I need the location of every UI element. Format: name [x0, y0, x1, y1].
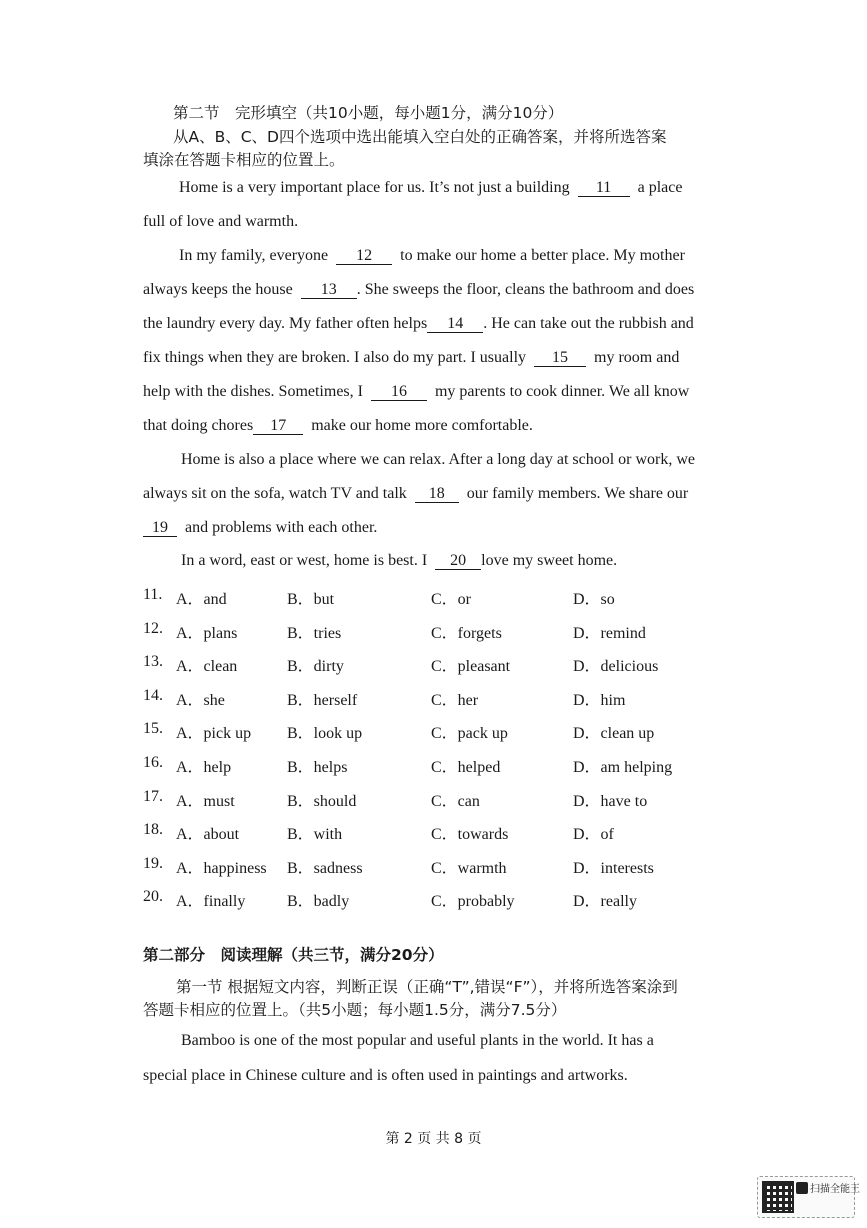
option-b: B．sadness: [287, 859, 363, 877]
question-number: 17.: [143, 787, 163, 805]
option-row: [143, 586, 743, 608]
passage-text: and problems with each other.: [185, 519, 378, 536]
question-number: 11.: [143, 586, 163, 603]
option-b: B．with: [287, 826, 343, 844]
option-d: D．remind: [573, 624, 646, 642]
option-b: B．helps: [287, 759, 348, 776]
blank-13: 13: [301, 282, 357, 299]
passage-text: fix things when they are broken. I also do my part. I usually: [143, 349, 527, 366]
option-d: D．him: [573, 691, 626, 709]
passage-text: . He can take out the rubbish and: [483, 315, 694, 332]
section-title: 第二节 完形填空（共10小题，每小题1分，满分10分）: [173, 104, 564, 122]
option-c: C．her: [431, 691, 479, 709]
question-number: 13.: [143, 653, 163, 671]
option-d: D．am helping: [573, 759, 673, 776]
option-c: C．probably: [431, 893, 515, 911]
blank-11: 11: [578, 180, 630, 197]
part2-title: 第二部分 阅读理解（共三节，满分20分）: [143, 946, 444, 964]
passage-text: our family members. We share our: [466, 485, 689, 502]
passage-line: [143, 348, 679, 368]
passage-text: my parents to cook dinner. We all know: [434, 383, 690, 400]
passage-text: a place: [637, 179, 683, 196]
passage-text: Home is a very important place for us. It’s not just a building: [179, 179, 570, 196]
passage-text: my room and: [594, 349, 680, 366]
option-a: A．happiness: [176, 859, 267, 877]
option-a: A．she: [176, 691, 225, 709]
option-a: A．and: [176, 591, 227, 608]
option-c: C．can: [431, 792, 480, 810]
passage-text: . She sweeps the floor, cleans the bathroom and does: [356, 281, 695, 298]
option-c: C．or: [431, 591, 472, 608]
option-d: D．so: [573, 591, 615, 608]
option-c: C．pleasant: [431, 658, 511, 676]
passage-line: full of love and warmth.: [143, 213, 299, 230]
passage-line: [143, 416, 533, 436]
part2-instruction: 第一节 根据短文内容，判断正误（正确“T”,错误“F”），并将所选答案涂到: [176, 978, 678, 996]
scanner-logo-icon: [796, 1182, 808, 1194]
option-a: A．pick up: [176, 725, 252, 743]
option-a: A．clean: [176, 658, 238, 676]
passage-text: always sit on the sofa, watch TV and talk: [143, 485, 407, 502]
option-row: [143, 788, 743, 810]
passage-text: In a word, east or west, home is best. I: [181, 552, 428, 569]
option-a: A．about: [176, 826, 240, 844]
blank-14: 14: [427, 316, 483, 333]
question-number: 16.: [143, 754, 163, 771]
option-c: C．helped: [431, 759, 501, 776]
passage-line: [143, 518, 377, 538]
option-a: A．must: [176, 792, 235, 810]
option-c: C．pack up: [431, 725, 508, 743]
passage-text: to make our home a better place. My mother: [400, 247, 685, 264]
option-row: [143, 687, 743, 709]
passage-line: Home is also a place where we can relax. After a long day at school or work, we: [181, 451, 696, 468]
passage-line: [143, 314, 694, 334]
part2-instruction-cont: 答题卡相应的位置上。（共5小题；每小题1.5分，满分7.5分）: [143, 1001, 567, 1019]
option-b: B．badly: [287, 893, 350, 911]
option-a: A．finally: [176, 893, 246, 911]
question-number: 18.: [143, 821, 163, 839]
option-d: D．delicious: [573, 658, 659, 676]
blank-19: 19: [143, 520, 177, 537]
passage-line: [143, 280, 694, 300]
option-d: D．clean up: [573, 725, 655, 743]
option-d: D．interests: [573, 859, 654, 877]
question-number: 15.: [143, 720, 163, 738]
option-row: [143, 720, 743, 742]
passage-text: In my family, everyone: [179, 247, 329, 264]
passage-line: [179, 246, 685, 266]
option-row: [143, 888, 743, 910]
blank-20: 20: [435, 553, 481, 570]
option-c: C．forgets: [431, 624, 502, 642]
scanner-label: 扫描全能王: [810, 1184, 860, 1195]
option-b: B．dirty: [287, 658, 344, 676]
question-number: 12.: [143, 619, 163, 637]
option-d: D．really: [573, 893, 637, 911]
reading-text: Bamboo is one of the most popular and useful plants in the world. It has a: [181, 1032, 654, 1049]
page-footer: 第 2 页 共 8 页: [385, 1131, 482, 1147]
option-a: A．plans: [176, 624, 238, 642]
option-b: B．but: [287, 591, 335, 608]
question-number: 14.: [143, 686, 163, 704]
option-b: B．herself: [287, 691, 358, 709]
scanner-stamp: [757, 1176, 860, 1218]
passage-text: make our home more comfortable.: [311, 417, 533, 434]
blank-15: 15: [534, 350, 586, 367]
blank-17: 17: [253, 418, 303, 435]
section-instruction: 从A、B、C、D四个选项中选出能填入空白处的正确答案，并将所选答案: [173, 128, 667, 146]
section-instruction-cont: 填涂在答题卡相应的位置上。: [143, 151, 345, 169]
passage-line: [179, 178, 682, 198]
passage-text: help with the dishes. Sometimes, I: [143, 383, 363, 400]
option-c: C．towards: [431, 826, 509, 844]
blank-18: 18: [415, 486, 459, 503]
option-row: [143, 620, 743, 642]
option-row: [143, 855, 743, 877]
passage-text: always keeps the house: [143, 281, 293, 298]
option-d: D．of: [573, 826, 614, 844]
option-b: B．tries: [287, 624, 342, 642]
blank-16: 16: [371, 384, 427, 401]
option-row: [143, 821, 743, 843]
passage-line: [181, 551, 617, 571]
option-row: [143, 653, 743, 675]
qr-code-icon: [762, 1181, 794, 1213]
option-row: [143, 754, 743, 776]
passage-line: [143, 484, 688, 504]
option-b: B．should: [287, 792, 357, 810]
blank-12: 12: [336, 248, 392, 265]
question-number: 19.: [143, 854, 163, 872]
option-a: A．help: [176, 759, 232, 776]
passage-text: love my sweet home.: [481, 552, 618, 569]
passage-line: [143, 382, 689, 402]
passage-text: that doing chores: [143, 417, 254, 434]
reading-text: special place in Chinese culture and is often used in paintings and artworks.: [143, 1067, 628, 1084]
option-b: B．look up: [287, 725, 363, 743]
question-number: 20.: [143, 888, 163, 906]
option-d: D．have to: [573, 792, 648, 810]
passage-text: the laundry every day. My father often helps: [143, 315, 428, 332]
option-c: C．warmth: [431, 859, 507, 877]
